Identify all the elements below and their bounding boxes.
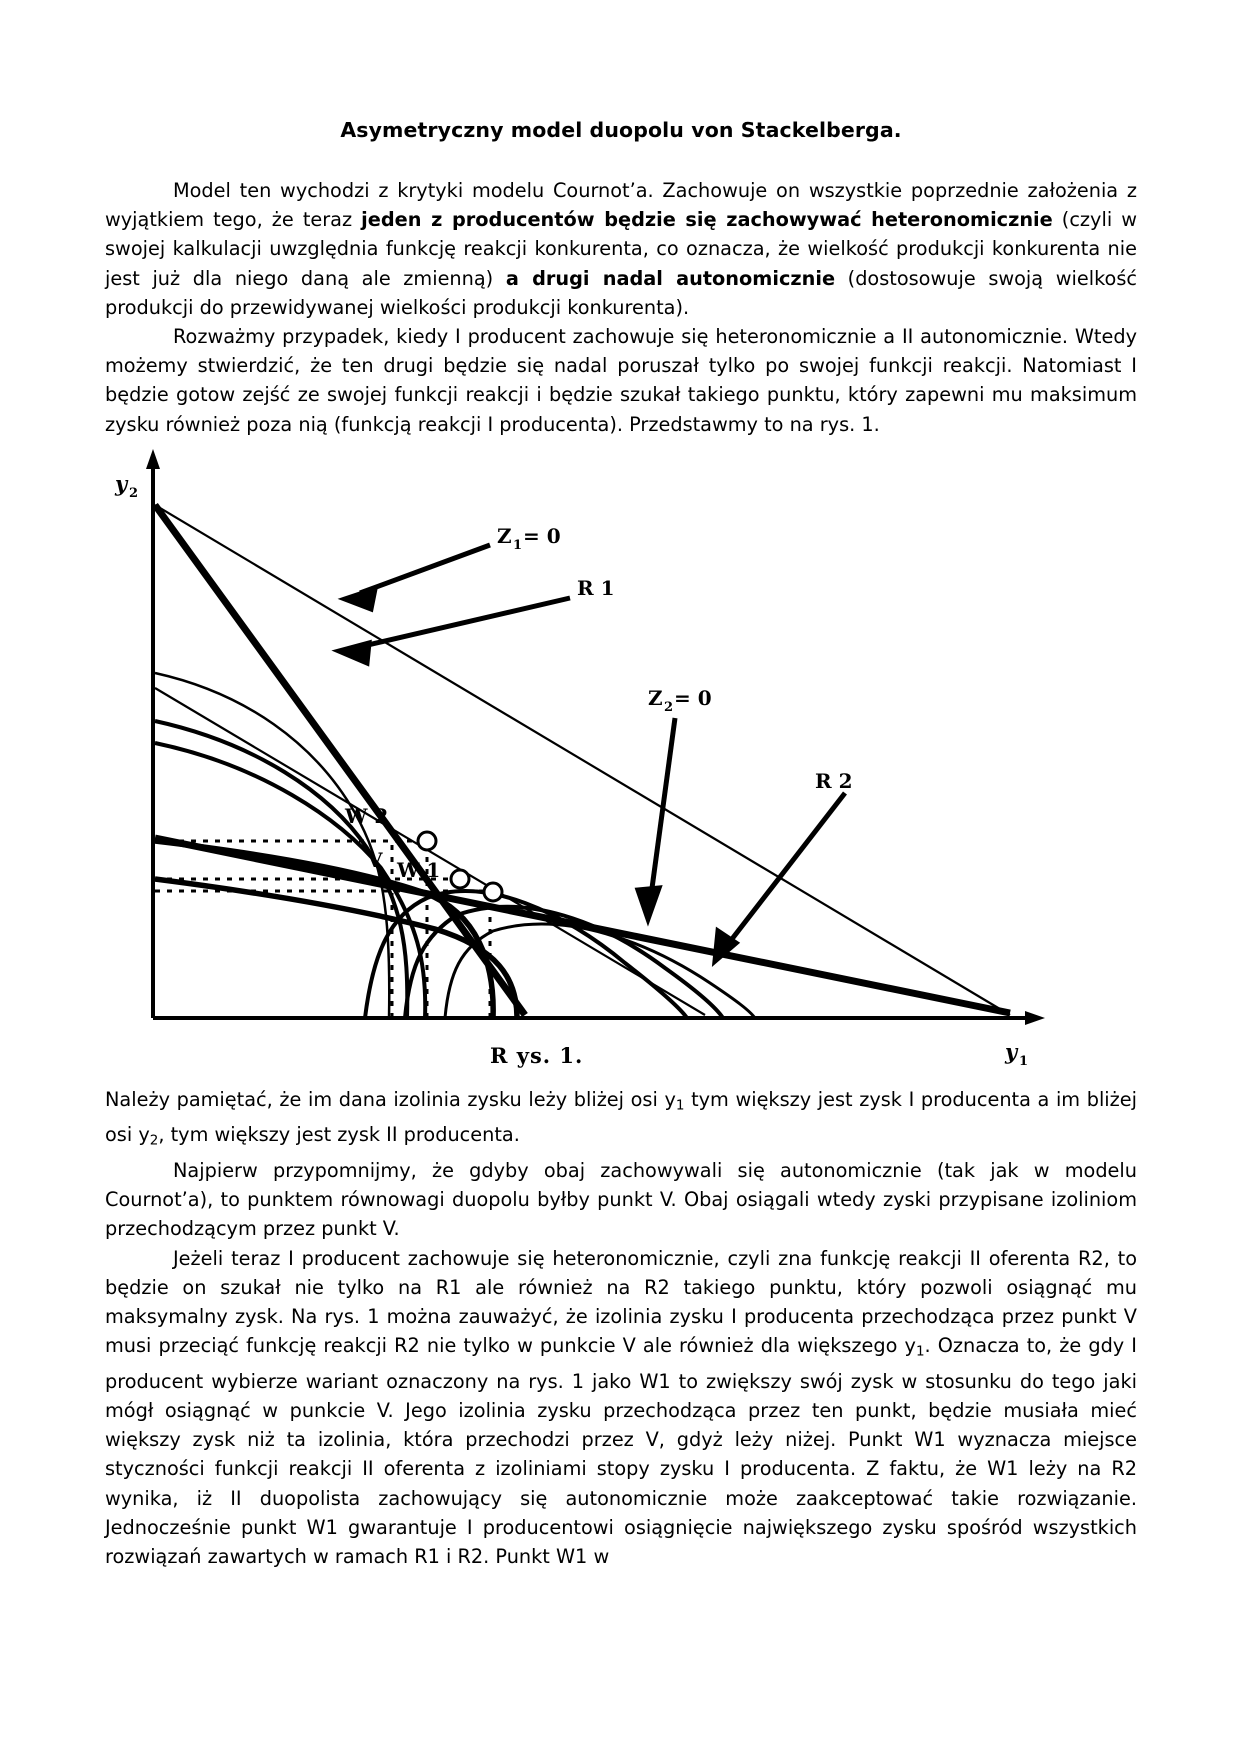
figure-caption: R ys. 1. <box>490 1042 584 1068</box>
label-z1: Z <box>497 523 512 548</box>
label-z2-equation: = 0 <box>674 685 712 710</box>
label-v: V <box>367 847 383 872</box>
text-run: tym większy jest zysk I producenta a im bliżej osi y <box>105 1087 1137 1147</box>
subscript: 2 <box>149 1132 159 1149</box>
label-r1: R 1 <box>577 575 615 600</box>
paragraph-1 <box>105 176 1137 322</box>
text-run: Jeżeli teraz I producent zachowuje się heteronomicznie, czyli zna funkcję reakcji II oferenta R2, to będzie on szukał nie tylko na R1 ale również na R2 takiego punktu, który pozwoli osiągnąć mu maksymalny zysk. Na rys. 1 można zauważyć, że izolinia zysku I producenta przechodząca przez punkt V musi przeciąć funkcję reakcji R2 nie tylko w punkcie V ale również dla większego y <box>105 1246 1137 1358</box>
text-run: Najpierw przypomnijmy, że gdyby obaj zachowywali się autonomicznie (tak jak w modelu Cournot’a), to punktem równowagi duopolu byłby punkt V. Obaj osiągali wtedy zyski przypisane izoliniom przechodzącym przez punkt V. <box>105 1158 1137 1241</box>
text-run: . Oznacza to, że gdy I producent wybierze wariant oznaczony na rys. 1 jako W1 to zwiększy swój zysk w stosunku do tego jaki mógł osiągnąć w punkcie V. Jego izolinia zysku przechodząca przez ten punkt, będzie musiała mieć większy zysk niż ta izolinia, która przechodzi przez V, gdyż leży niżej. Punkt W1 wyznacza miejsce styczności funkcji reakcji II oferenta z izoliniami stopy zysku I producenta. Z faktu, że W1 leży na R2 wynika, iż II duopolista zachowujący się autonomicznie może zaakceptować takie rozwiązanie. Jednocześnie punkt W1 gwarantuje I producentowi osiągnięcie największego zysku spośród wszystkich rozwiązań zawartych w ramach R1 i R2. Punkt W1 w <box>105 1334 1137 1568</box>
label-z2-subscript: 2 <box>664 699 674 715</box>
point-w2 <box>418 832 436 850</box>
text-run: , tym większy jest zysk II producenta. <box>158 1123 520 1147</box>
figure-rys-1 <box>105 443 1137 1083</box>
text-run: Rozważmy przypadek, kiedy I producent zachowuje się heteronomicznie a II autonomicznie. Wtedy możemy stwierdzić, że ten drugi będzie się nadal poruszał tylko po swojej funkcji reakcji. Natomiast I będzie gotow zejść ze swojej funkcji reakcji i będzie szukał takiego punktu, który zapewni mu maksimum zysku również poza nią (funkcją reakcji I producenta). Przedstawmy to na rys. 1. <box>105 325 1137 436</box>
axis-label-y1-subscript: 1 <box>1019 1053 1029 1069</box>
axis-label-y2-subscript: 2 <box>129 485 139 501</box>
text-run: (czyli w swojej kalkulacji uwzględnia funkcję reakcji konkurenta, co oznacza, że wielkość produkcji konkurenta nie jest już dla niego daną ale zmienną) <box>105 208 1138 290</box>
isoprofit-curves-producer-1 <box>155 673 517 1018</box>
paragraph-3 <box>105 1085 1137 1156</box>
label-z1-subscript: 1 <box>513 537 523 553</box>
text-run: Należy pamiętać, że im dana izolinia zysku leży bliżej osi y <box>105 1087 676 1111</box>
bold-run: jeden z producentów będzie się zachowywać heteronomicznie <box>361 208 1053 232</box>
label-z2: Z <box>648 685 663 710</box>
axis-label-y1: y <box>1005 1038 1018 1064</box>
label-z1-equation: = 0 <box>523 523 561 548</box>
paragraph-2 <box>105 322 1137 439</box>
chart-labels <box>114 471 1028 1069</box>
paragraph-5 <box>105 1244 1137 1572</box>
point-w1 <box>484 883 502 901</box>
page-title: Asymetryczny model duopolu von Stackelberga. <box>340 118 902 142</box>
subscript: 1 <box>675 1097 685 1114</box>
axis-label-y2: y <box>115 470 128 496</box>
text-run: (dostosowuje swoją wielkość produkcji do przewidywanej wielkości produkcji konkurenta). <box>105 266 1137 319</box>
line-r2 <box>155 838 1010 1013</box>
point-v <box>451 870 469 888</box>
page-content <box>105 118 1137 1571</box>
paragraph-4 <box>105 1156 1137 1244</box>
subscript: 1 <box>915 1343 925 1360</box>
text-run: Model ten wychodzi z krytyki modelu Cournot’a. Zachowuje on wszystkie poprzednie założenia z wyjątkiem tego, że teraz <box>105 179 1137 232</box>
label-r2: R 2 <box>815 768 853 793</box>
annotation-leaders <box>339 545 845 961</box>
label-w1: W 1 <box>397 857 441 882</box>
bold-run: a drugi nadal autonomicznie <box>505 266 836 290</box>
label-w2: W 2 <box>345 803 389 828</box>
